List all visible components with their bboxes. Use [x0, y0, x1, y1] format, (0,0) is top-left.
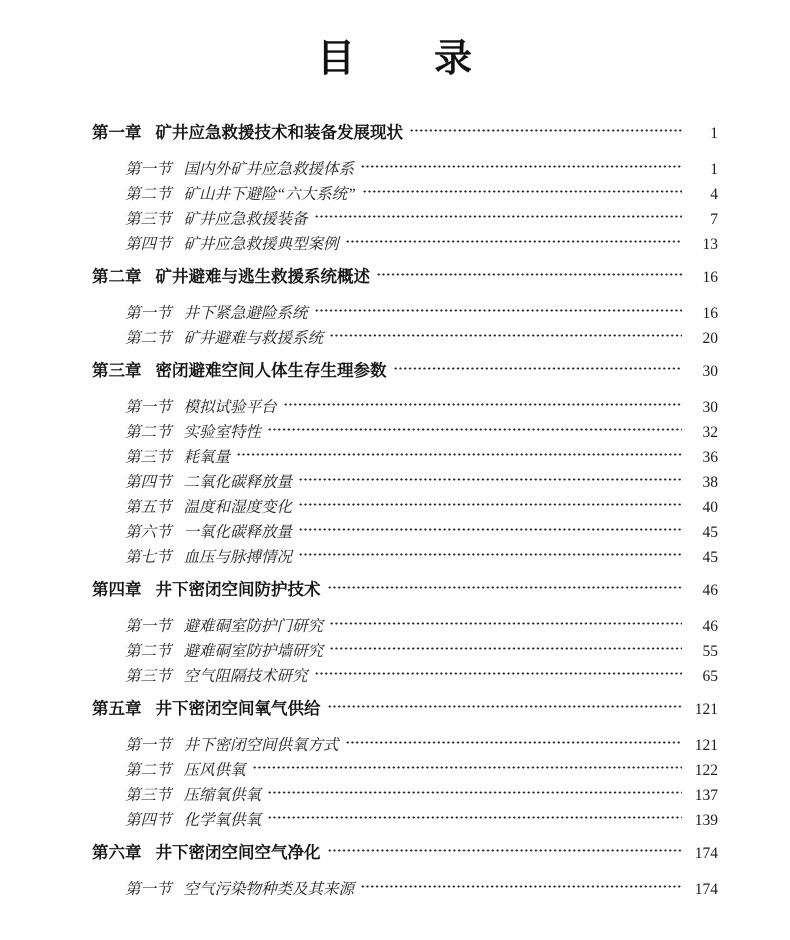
section-label: 第三节 [125, 668, 172, 685]
toc-section-row [125, 545, 718, 570]
section-label: 第二节 [125, 330, 172, 347]
dot-leader [315, 671, 682, 676]
section-label: 第二节 [125, 424, 172, 441]
chapter-block [92, 578, 718, 689]
dot-leader [330, 621, 682, 626]
toc-section-row [125, 445, 718, 470]
section-title: 模拟试验平台 [183, 399, 277, 416]
section-label: 第一节 [125, 618, 172, 635]
dot-leader [299, 502, 682, 507]
toc-section-row [125, 664, 718, 689]
section-label: 第一节 [125, 737, 172, 754]
section-title: 耗氧量 [183, 449, 231, 466]
dot-leader [237, 452, 682, 457]
chapter-label: 第四章 [92, 581, 142, 599]
dot-leader [268, 815, 682, 820]
chapter-title: 密闭避难空间人体生存生理参数 [155, 362, 387, 380]
dot-leader [268, 790, 682, 795]
section-label: 第四节 [125, 474, 172, 491]
dot-leader [315, 308, 682, 313]
section-title: 二氧化碳释放量 [183, 474, 293, 491]
dot-leader [328, 704, 683, 709]
toc-chapter-row [92, 841, 718, 866]
toc-section-row [125, 808, 718, 833]
section-title: 井下密闭空间供氧方式 [183, 737, 339, 754]
page-number: 1 [710, 161, 718, 178]
dot-leader [328, 585, 683, 590]
dot-leader [361, 164, 682, 169]
toc-section-row [125, 182, 718, 207]
section-title: 避难硐室防护墙研究 [183, 643, 324, 660]
section-label: 第一节 [125, 881, 172, 898]
chapter-title: 井下密闭空间空气净化 [155, 844, 321, 862]
page-number: 45 [702, 549, 718, 566]
toc-section-row [125, 639, 718, 664]
section-label: 第四节 [125, 236, 172, 253]
section-label: 第六节 [125, 524, 172, 541]
page-number: 121 [694, 701, 718, 718]
toc-chapter-row [92, 697, 718, 722]
toc-chapter-row [92, 121, 718, 146]
dot-leader [346, 740, 682, 745]
toc-section-row [125, 232, 718, 257]
toc-section-row [125, 470, 718, 495]
page-title: 目 录 [316, 38, 473, 80]
section-title: 矿井应急救援典型案例 [183, 236, 339, 253]
page-number: 45 [702, 524, 718, 541]
dot-leader [346, 239, 682, 244]
page-number: 20 [702, 330, 718, 347]
section-label: 第一节 [125, 161, 172, 178]
dot-leader [253, 765, 682, 770]
toc-section-row [125, 207, 718, 232]
page-number: 40 [702, 499, 718, 516]
section-title: 矿井应急救援装备 [183, 211, 308, 228]
chapter-label: 第一章 [92, 124, 142, 142]
toc-section-row [125, 877, 718, 902]
toc-section-row [125, 157, 718, 182]
dot-leader [410, 128, 682, 133]
dot-leader [330, 333, 682, 338]
section-title: 温度和湿度变化 [183, 499, 293, 516]
toc-section-row [125, 395, 718, 420]
section-title: 国内外矿井应急救援体系 [183, 161, 355, 178]
toc-chapter-row [92, 578, 718, 603]
section-title: 压风供氧 [183, 762, 246, 779]
section-title: 空气污染物种类及其来源 [183, 881, 355, 898]
section-title: 化学氧供氧 [183, 812, 262, 829]
section-label: 第三节 [125, 211, 172, 228]
section-label: 第一节 [125, 399, 172, 416]
page-number: 55 [702, 643, 718, 660]
page-number: 30 [702, 399, 718, 416]
chapter-title: 井下密闭空间防护技术 [155, 581, 321, 599]
toc-page [0, 33, 790, 940]
dot-leader [299, 552, 682, 557]
section-label: 第二节 [125, 762, 172, 779]
chapter-block [92, 265, 718, 351]
dot-leader [330, 646, 682, 651]
page-number: 38 [702, 474, 718, 491]
dot-leader [315, 214, 682, 219]
toc-section-row [125, 301, 718, 326]
chapter-title: 矿井避难与逃生救援系统概述 [155, 268, 370, 286]
toc-section-row [125, 326, 718, 351]
section-title: 空气阻隔技术研究 [183, 668, 308, 685]
page-number: 30 [702, 363, 718, 380]
section-title: 井下紧急避险系统 [183, 305, 308, 322]
toc-section-row [125, 733, 718, 758]
dot-leader [361, 884, 682, 889]
dot-leader [299, 527, 682, 532]
page-number: 46 [702, 582, 718, 599]
chapter-title: 井下密闭空间氧气供给 [155, 700, 321, 718]
section-label: 第三节 [125, 449, 172, 466]
chapter-block [92, 841, 718, 902]
toc-section-row [125, 495, 718, 520]
section-title: 血压与脉搏情况 [183, 549, 293, 566]
dot-leader [377, 272, 682, 277]
section-label: 第七节 [125, 549, 172, 566]
page-number: 139 [694, 812, 718, 829]
section-title: 避难硐室防护门研究 [183, 618, 324, 635]
section-title: 一氧化碳释放量 [183, 524, 293, 541]
page-number: 4 [710, 186, 718, 203]
page-number: 32 [702, 424, 718, 441]
section-label: 第二节 [125, 186, 172, 203]
dot-leader [328, 848, 683, 853]
section-title: 压缩氧供氧 [183, 787, 262, 804]
chapter-block [92, 359, 718, 570]
dot-leader [299, 477, 682, 482]
page-number: 16 [702, 269, 718, 286]
chapter-label: 第二章 [92, 268, 142, 286]
section-label: 第四节 [125, 812, 172, 829]
chapter-label: 第五章 [92, 700, 142, 718]
dot-leader [394, 366, 683, 371]
toc-section-row [125, 614, 718, 639]
section-title: 矿井避难与救援系统 [183, 330, 324, 347]
dot-leader [284, 402, 682, 407]
toc-chapter-row [92, 265, 718, 290]
section-label: 第一节 [125, 305, 172, 322]
toc-section-row [125, 783, 718, 808]
dot-leader [268, 427, 682, 432]
page-number: 1 [710, 125, 718, 142]
section-title: 矿山井下避险“六大系统” [183, 186, 356, 203]
page-number: 122 [694, 762, 718, 779]
chapter-block [92, 121, 718, 257]
chapter-block [92, 697, 718, 833]
chapter-label: 第三章 [92, 362, 142, 380]
toc-list [0, 121, 790, 902]
section-label: 第三节 [125, 787, 172, 804]
toc-section-row [125, 758, 718, 783]
dot-leader [363, 189, 682, 194]
toc-section-row [125, 520, 718, 545]
toc-chapter-row [92, 359, 718, 384]
toc-section-row [125, 420, 718, 445]
page-number: 174 [694, 881, 718, 898]
section-title: 实验室特性 [183, 424, 262, 441]
section-label: 第二节 [125, 643, 172, 660]
page-number: 137 [694, 787, 718, 804]
page-number: 16 [702, 305, 718, 322]
page-number: 13 [702, 236, 718, 253]
section-label: 第五节 [125, 499, 172, 516]
chapter-title: 矿井应急救援技术和装备发展现状 [155, 124, 403, 142]
page-number: 65 [702, 668, 718, 685]
page-number: 36 [702, 449, 718, 466]
chapter-label: 第六章 [92, 844, 142, 862]
page-number: 121 [694, 737, 718, 754]
page-number: 46 [702, 618, 718, 635]
page-number: 7 [710, 211, 718, 228]
page-number: 174 [694, 845, 718, 862]
